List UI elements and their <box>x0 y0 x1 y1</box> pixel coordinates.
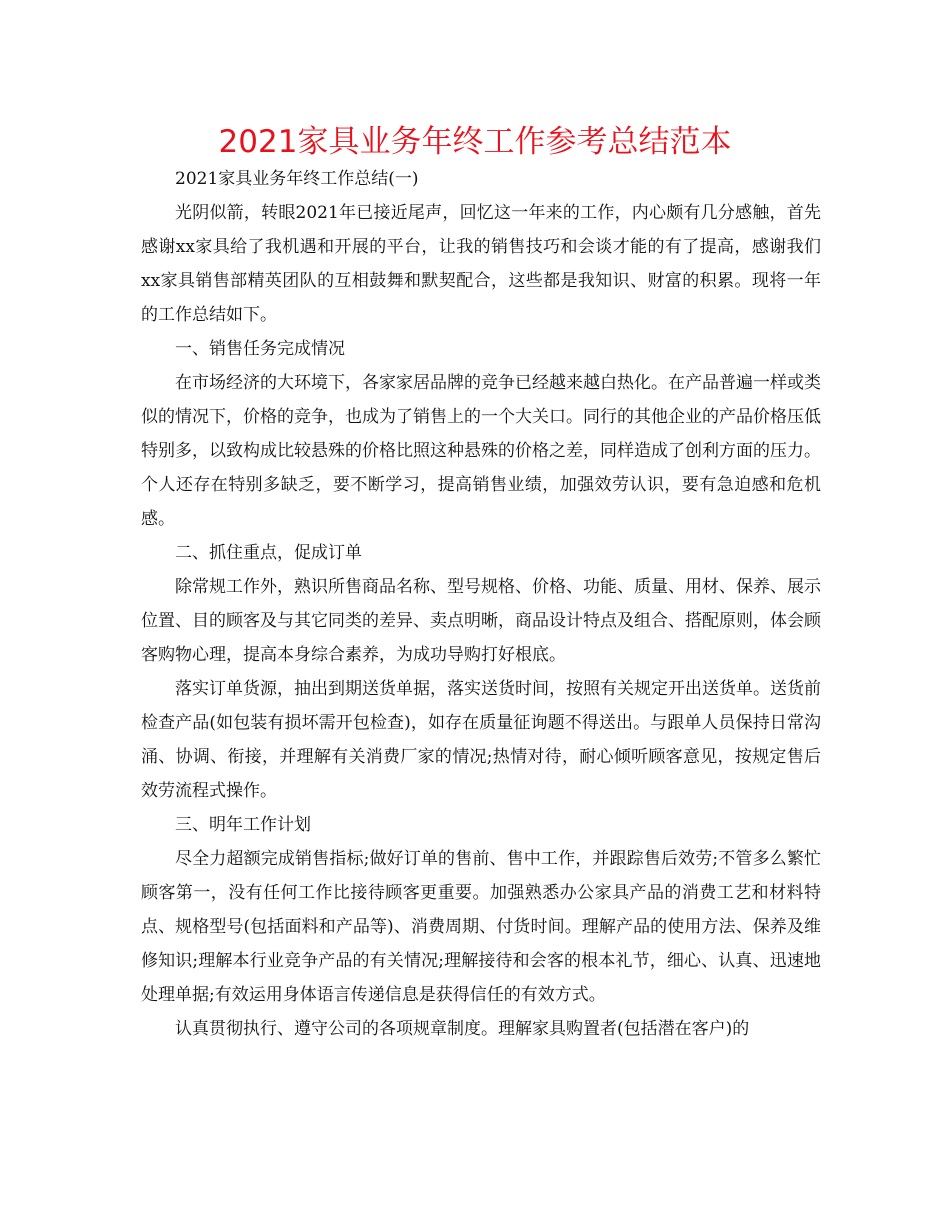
paragraph-section-3b: 认真贯彻执行、遵守公司的各项规章制度。理解家具购置者(包括潜在客户)的 <box>175 1019 750 1039</box>
document-title: 2021家具业务年终工作参考总结范本 <box>218 124 732 160</box>
paragraph-subtitle: 2021家具业务年终工作总结(一) <box>175 169 419 189</box>
paragraph-section-1: 在市场经济的大环境下，各家家居品牌的竞争已经越来越白热化。在产品普遍一样或类似的情况下，价格的竞争，也成为了销售上的一个大关口。同行的其他企业的产品价格压低特别多，以致构成比较悬殊的价格比照这种悬殊的价格之差，同样造成了创利方面的压力。个人还存在特别多缺乏，要不断学习，提高销售业绩，加强效劳认识，要有急迫感和危机感。 <box>141 373 821 529</box>
section-heading-2: 二、抓住重点，促成订单 <box>175 543 362 563</box>
paragraph-section-3a: 尽全力超额完成销售指标;做好订单的售前、售中工作，并跟踪售后效劳;不管多么繁忙顾客第一，没有任何工作比接待顾客更重要。加强熟悉办公家具产品的消费工艺和材料特点、规格型号(包括面料和产品等)、消费周期、付货时间。理解产品的使用方法、保养及维修知识;理解本行业竞争产品的有关情况;理解接待和会客的根本礼节，细心、认真、迅速地处理单据;有效运用身体语言传递信息是获得信任的有效方式。 <box>141 849 821 1005</box>
section-heading-3: 三、明年工作计划 <box>175 815 311 835</box>
paragraph-section-2b: 落实订单货源，抽出到期送货单据，落实送货时间，按照有关规定开出送货单。送货前检查产品(如包装有损坏需开包检查)，如存在质量征询题不得送出。与跟单人员保持日常沟涌、协调、衔接，并理解有关消费厂家的情况;热情对待，耐心倾听顾客意见，按规定售后效劳流程式操作。 <box>141 679 821 801</box>
paragraph-section-2a: 除常规工作外，熟识所售商品名称、型号规格、价格、功能、质量、用材、保养、展示位置、目的顾客及与其它同类的差异、卖点明晰，商品设计特点及组合、搭配原则，体会顾客购物心理，提高本身综合素养，为成功导购打好根底。 <box>141 577 821 665</box>
section-heading-1: 一、销售任务完成情况 <box>175 339 345 359</box>
paragraph-intro: 光阴似箭，转眼2021年已接近尾声，回忆这一年来的工作，内心颇有几分感触，首先感谢xx家具给了我机遇和开展的平台，让我的销售技巧和会谈才能的有了提高，感谢我们xx家具销售部精英团队的互相鼓舞和默契配合，这些都是我知识、财富的积累。现将一年的工作总结如下。 <box>141 203 821 325</box>
document-body <box>141 162 821 1046</box>
